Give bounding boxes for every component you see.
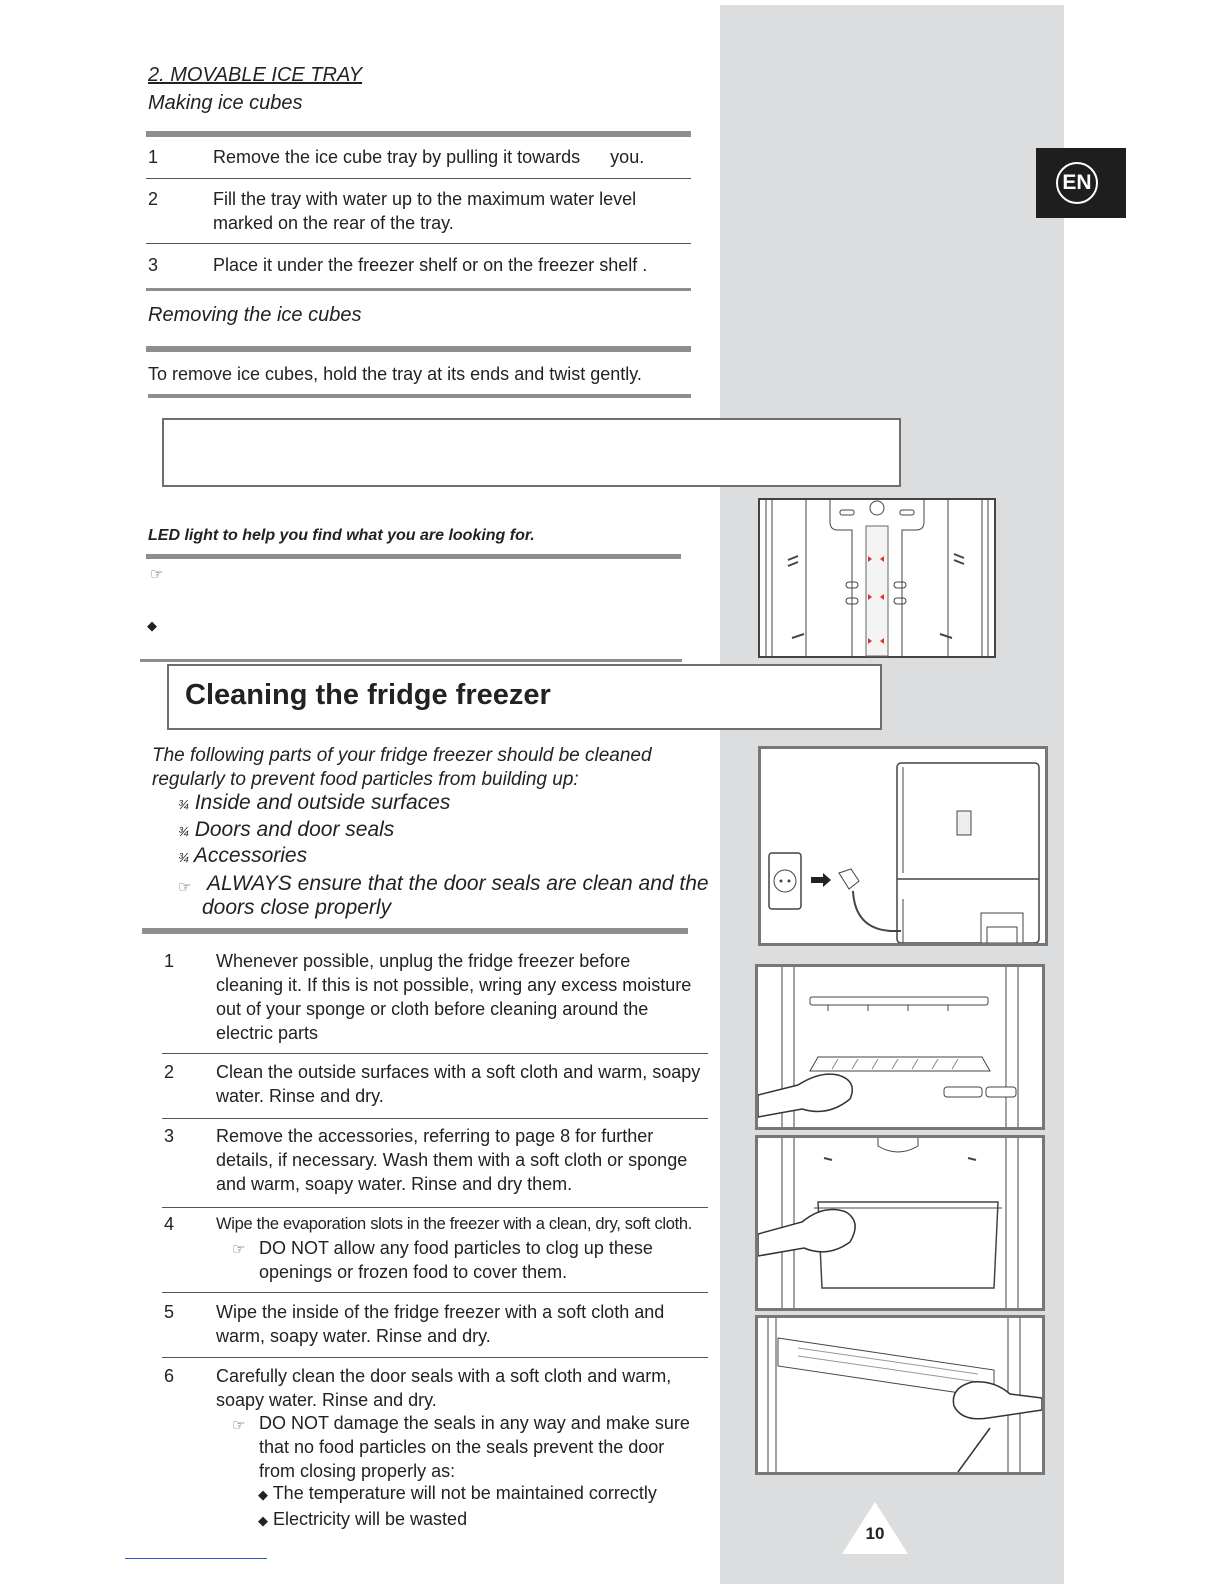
step-number: 6 xyxy=(164,1366,175,1386)
list-item xyxy=(258,1507,657,1533)
section-rule xyxy=(148,394,691,398)
step-text: Fill the tray with water up to the maximum water level xyxy=(213,189,637,209)
step-line: DO NOT damage the seals in any way and make sure xyxy=(259,1413,690,1433)
step-number: 5 xyxy=(164,1302,175,1322)
list-item-text: Electricity will be wasted xyxy=(273,1509,468,1529)
led-fridge-illustration xyxy=(758,498,996,658)
step-number: 2 xyxy=(164,1062,175,1082)
step-bullet-list xyxy=(258,1481,657,1533)
step-line: from closing properly as: xyxy=(259,1461,456,1481)
step-text: Wipe the evaporation slots in the freezer with a clean, dry, soft cloth. xyxy=(216,1215,693,1233)
step-line: openings or frozen food to cover them. xyxy=(259,1262,568,1282)
divider xyxy=(162,1118,708,1119)
step-number: 4 xyxy=(164,1214,175,1234)
section-rule xyxy=(146,131,691,137)
step-number: 1 xyxy=(148,147,159,167)
list-item xyxy=(178,818,450,845)
intro-line: The following parts of your fridge freezer should be cleaned xyxy=(152,745,652,766)
step-text xyxy=(216,949,691,1045)
step-line: Wipe the inside of the fridge freezer with a soft cloth and xyxy=(216,1302,665,1322)
unplug-illustration xyxy=(758,746,1048,946)
step-text xyxy=(216,1364,671,1412)
step-note xyxy=(259,1411,690,1483)
step-text xyxy=(216,1060,700,1108)
step-line: electric parts xyxy=(216,1023,319,1043)
empty-heading-box xyxy=(162,418,901,487)
section-rule xyxy=(142,928,688,934)
step-line: cleaning it. If this is not possible, wring any excess moisture xyxy=(216,975,692,995)
bullet-diamond-icon: ◆ xyxy=(147,618,157,633)
door-seal-cleaning-illustration xyxy=(755,1315,1045,1475)
step-line: Remove the accessories, referring to page 8 for further xyxy=(216,1126,654,1146)
step-text xyxy=(216,1124,687,1196)
step-text xyxy=(216,1300,664,1348)
step-note xyxy=(259,1236,653,1284)
cleaning-parts-list xyxy=(178,791,450,871)
bullet-diamond-icon: ◆ xyxy=(258,1487,268,1502)
intro-line: regularly to prevent food particles from building up: xyxy=(152,769,579,790)
list-item-text: Accessories xyxy=(193,844,308,867)
footer-underline xyxy=(125,1558,267,1559)
page-number: 10 xyxy=(865,1524,885,1543)
note-hand-icon: ☞ xyxy=(150,566,164,583)
cleaning-note: doors close properly xyxy=(202,896,392,919)
step-line: Clean the outside surfaces with a soft cloth and warm, soapy xyxy=(216,1062,701,1082)
step-line: Whenever possible, unplug the fridge freezer before xyxy=(216,951,631,971)
divider xyxy=(162,1053,708,1054)
step-line: that no food particles on the seals prevent the door xyxy=(259,1437,665,1457)
list-item-text: Inside and outside surfaces xyxy=(194,791,451,814)
list-item-text: Doors and door seals xyxy=(194,817,395,841)
section-rule xyxy=(146,554,681,559)
step-line: details, if necessary. Wash them with a soft cloth or sponge xyxy=(216,1150,688,1170)
shelf-cleaning-illustration xyxy=(755,964,1045,1130)
list-item xyxy=(178,791,450,818)
step-text: Place it under the freezer shelf or on the freezer shelf . xyxy=(213,255,648,275)
divider xyxy=(146,178,691,179)
section-rule xyxy=(146,288,691,291)
step-line: water. Rinse and dry. xyxy=(216,1086,384,1106)
step-line: DO NOT allow any food particles to clog up these xyxy=(259,1238,653,1258)
step-line: and warm, soapy water. Rinse and dry them. xyxy=(216,1174,573,1194)
list-bullet: ¾ xyxy=(178,823,189,839)
cleaning-title-box xyxy=(167,664,882,730)
list-item xyxy=(258,1481,657,1507)
step-line: warm, soapy water. Rinse and dry. xyxy=(216,1326,491,1346)
list-item-text: The temperature will not be maintained correctly xyxy=(272,1483,657,1503)
removing-ice-text: To remove ice cubes, hold the tray at its ends and twist gently. xyxy=(148,364,642,384)
step-text: marked on the rear of the tray. xyxy=(213,213,454,233)
divider xyxy=(162,1357,708,1358)
step-line: out of your sponge or cloth before cleaning around the xyxy=(216,999,649,1019)
step-number: 2 xyxy=(148,189,159,209)
cleaning-note: ALWAYS ensure that the door seals are clean and the xyxy=(207,872,709,895)
step-number: 3 xyxy=(148,255,159,275)
section-rule xyxy=(140,659,682,662)
note-hand-icon: ☞ xyxy=(232,1417,246,1434)
drawer-cleaning-illustration xyxy=(755,1135,1045,1311)
bullet-diamond-icon: ◆ xyxy=(258,1513,268,1528)
list-item xyxy=(178,844,450,871)
led-caption: LED light to help you find what you are looking for. xyxy=(148,527,535,544)
divider xyxy=(146,243,691,244)
removing-ice-heading: Removing the ice cubes xyxy=(148,304,362,326)
section-rule xyxy=(146,346,691,352)
step-text: Remove the ice cube tray by pulling it towards you. xyxy=(213,147,645,167)
step-number: 3 xyxy=(164,1126,175,1146)
language-label: EN xyxy=(1056,162,1098,204)
note-hand-icon: ☞ xyxy=(178,879,192,896)
divider xyxy=(162,1207,708,1208)
cleaning-title: Cleaning the fridge freezer xyxy=(185,679,551,711)
cleaning-intro xyxy=(152,744,652,792)
ice-tray-heading: 2. MOVABLE ICE TRAY xyxy=(148,64,363,86)
page-number-badge xyxy=(840,1500,910,1555)
step-line: Carefully clean the door seals with a soft cloth and warm, xyxy=(216,1366,672,1386)
list-bullet: ¾ xyxy=(178,797,189,812)
divider xyxy=(162,1292,708,1293)
language-tab xyxy=(1036,148,1126,218)
step-number: 1 xyxy=(164,951,175,971)
list-bullet: ¾ xyxy=(178,850,189,865)
note-hand-icon: ☞ xyxy=(232,1241,246,1258)
making-ice-heading: Making ice cubes xyxy=(148,92,303,114)
step-line: soapy water. Rinse and dry. xyxy=(216,1390,437,1410)
